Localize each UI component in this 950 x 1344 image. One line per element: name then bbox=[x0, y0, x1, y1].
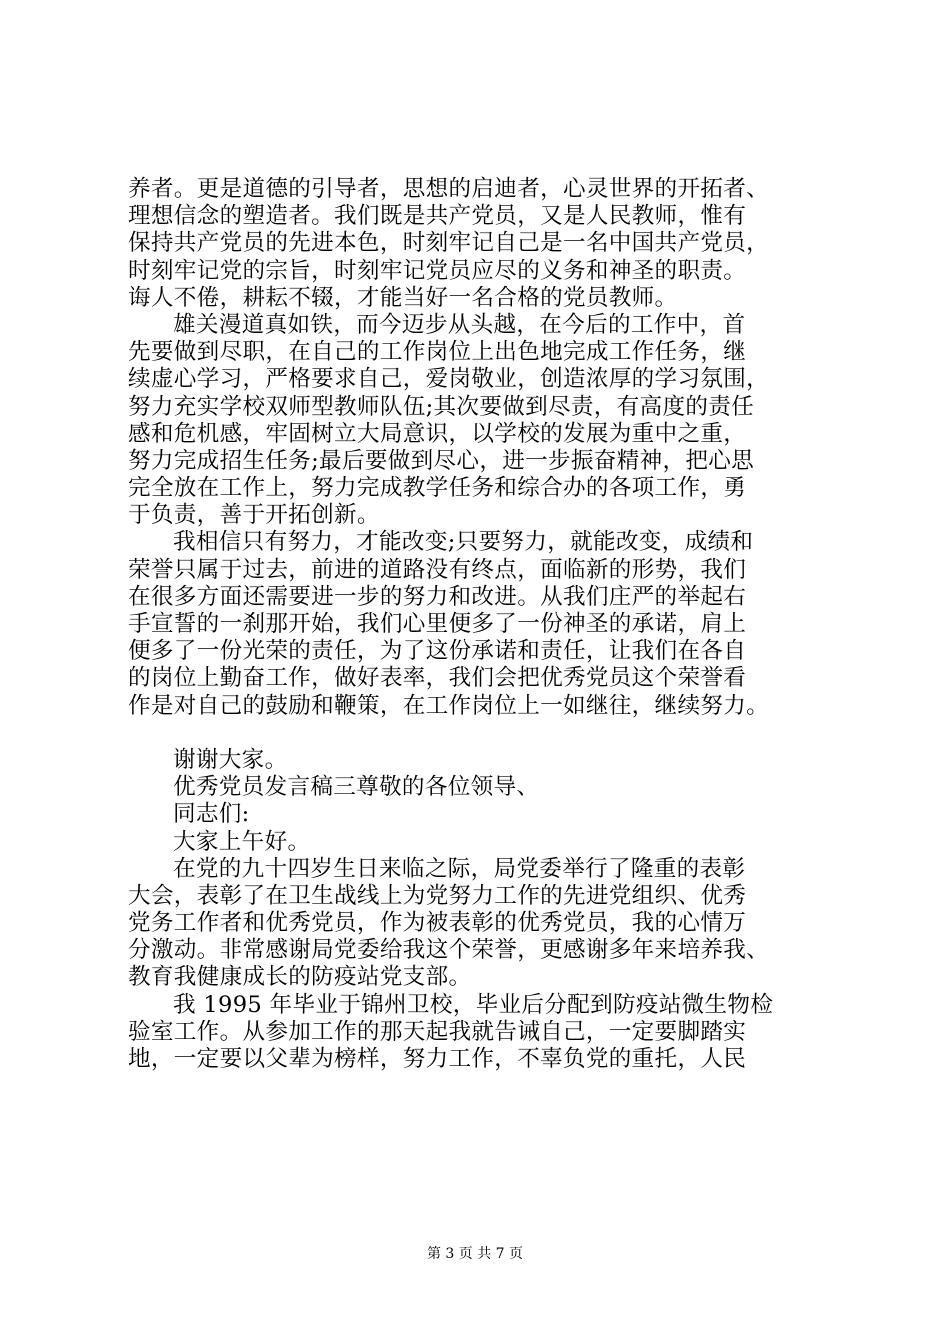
text-line: 谢谢大家。 bbox=[173, 746, 288, 773]
text-line: 优秀党员发言稿三尊敬的各位领导、 bbox=[173, 774, 540, 801]
text-line: 感和危机感，牢固树立大局意识，以学校的发展为重中之重， bbox=[128, 420, 747, 447]
text-line: 我 1995 年毕业于锦州卫校，毕业后分配到防疫站微生物检 bbox=[173, 991, 774, 1018]
text-line: 荣誉只属于过去，前进的道路没有终点，面临新的形势，我们 bbox=[128, 556, 747, 583]
text-line: 努力充实学校双师型教师队伍;其次要做到尽责，有高度的责任 bbox=[128, 393, 755, 420]
text-line: 党务工作者和优秀党员，作为被表彰的优秀党员，我的心情万 bbox=[128, 910, 747, 937]
text-line: 手宣誓的一刹那开始，我们心里便多了一份神圣的承诺，肩上 bbox=[128, 611, 747, 637]
text-line: 地，一定要以父辈为榜样，努力工作，不辜负党的重托，人民 bbox=[128, 1046, 747, 1072]
text-line: 努力完成招生任务;最后要做到尽心，进一步振奋精神，把心思 bbox=[128, 447, 755, 474]
text-line: 诲人不倦，耕耘不辍，才能当好一名合格的党员教师。 bbox=[128, 284, 678, 311]
text-line: 理想信念的塑造者。我们既是共产党员，又是人民教师，惟有 bbox=[128, 203, 747, 230]
text-line: 完全放在工作上，努力完成教学任务和综合办的各项工作，勇 bbox=[128, 475, 747, 502]
text-line: 养者。更是道德的引导者，思想的启迪者，心灵世界的开拓者、 bbox=[128, 176, 770, 202]
text-line: 先要做到尽职，在自己的工作岗位上出色地完成工作任务，继 bbox=[128, 339, 747, 366]
page-number-footer: 第 3 页 共 7 页 bbox=[426, 1246, 524, 1262]
text-line: 在党的九十四岁生日来临之际，局党委举行了隆重的表彰 bbox=[173, 855, 746, 882]
text-line: 验室工作。从参加工作的那天起我就告诫自己，一定要脚踏实 bbox=[128, 1018, 747, 1045]
text-line: 于负责，善于开拓创新。 bbox=[128, 502, 380, 529]
blank-line bbox=[128, 720, 828, 747]
text-line: 在很多方面还需要进一步的努力和改进。从我们庄严的举起右 bbox=[128, 583, 747, 610]
text-line: 同志们: bbox=[173, 801, 250, 828]
text-line: 续虚心学习，严格要求自己，爱岗敬业，创造浓厚的学习氛围， bbox=[128, 366, 770, 393]
text-line: 的岗位上勤奋工作，做好表率，我们会把优秀党员这个荣誉看 bbox=[128, 665, 747, 692]
text-line: 作是对自己的鼓励和鞭策，在工作岗位上一如继往，继续努力。 bbox=[128, 692, 770, 719]
text-line: 便多了一份光荣的责任，为了这份承诺和责任，让我们在各自 bbox=[128, 638, 747, 665]
text-line: 时刻牢记党的宗旨，时刻牢记党员应尽的义务和神圣的职责。 bbox=[128, 257, 747, 284]
text-line: 分激动。非常感谢局党委给我这个荣誉，更感谢多年来培养我、 bbox=[128, 937, 770, 964]
document-body bbox=[128, 176, 828, 1073]
text-line: 大会，表彰了在卫生战线上为党努力工作的先进党组织、优秀 bbox=[128, 882, 747, 909]
text-line: 保持共产党员的先进本色，时刻牢记自己是一名中国共产党员， bbox=[128, 230, 770, 257]
text-line: 我相信只有努力，才能改变;只要努力，就能改变，成绩和 bbox=[173, 529, 754, 556]
text-line: 雄关漫道真如铁，而今迈步从头越，在今后的工作中，首 bbox=[173, 311, 746, 338]
text-line: 教育我健康成长的防疫站党支部。 bbox=[128, 964, 472, 991]
text-line: 大家上午好。 bbox=[173, 828, 311, 855]
